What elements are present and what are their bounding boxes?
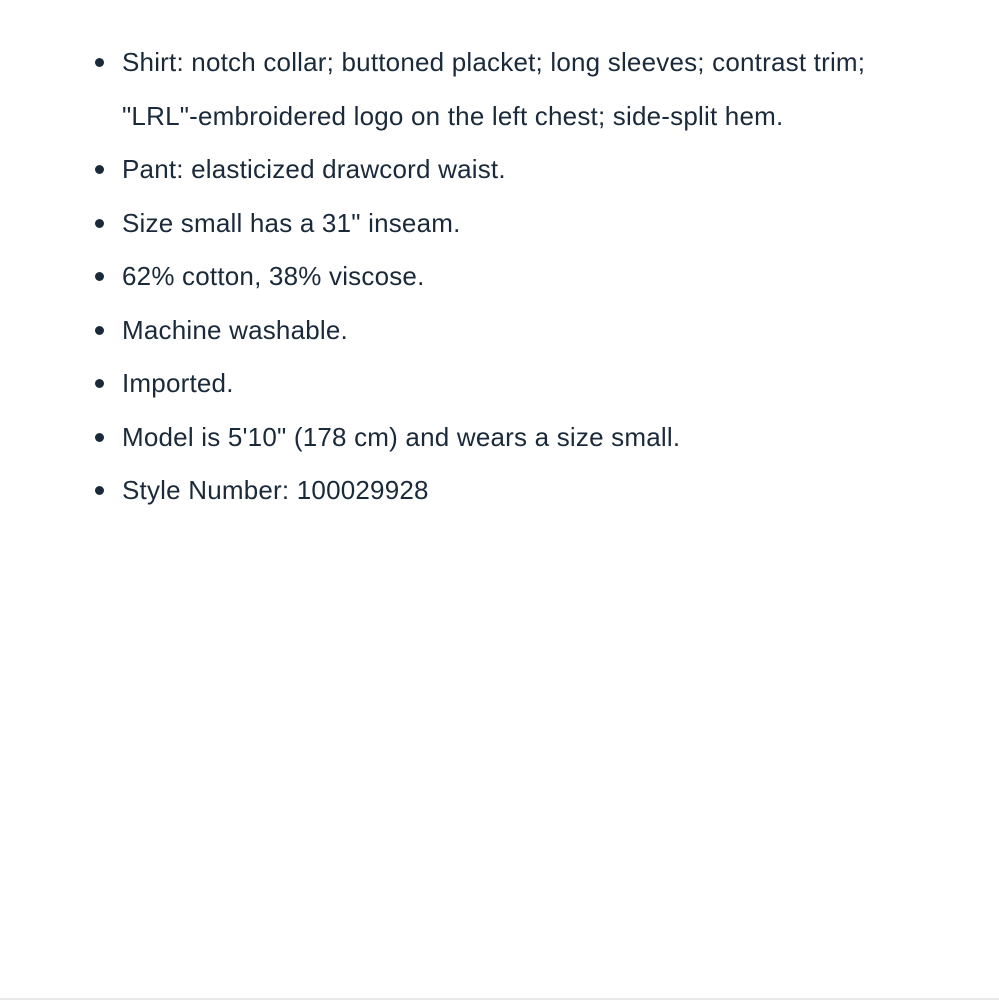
detail-item-inseam xyxy=(122,197,912,251)
bullet-dot-icon xyxy=(95,433,104,442)
bullet-dot-icon xyxy=(95,58,104,67)
detail-text: Shirt: notch collar; buttoned placket; long sleeves; contrast trim; "LRL"-embroidered logo on the left chest; side-split hem. xyxy=(122,47,866,131)
detail-item-pant xyxy=(122,143,912,197)
detail-text: Model is 5'10" (178 cm) and wears a size small. xyxy=(122,421,681,452)
detail-text: Style Number: 100029928 xyxy=(122,475,429,505)
bullet-dot-icon xyxy=(95,219,104,228)
detail-item-model xyxy=(122,411,912,465)
detail-item-origin xyxy=(122,357,912,411)
product-details-section xyxy=(0,36,999,518)
bullet-dot-icon xyxy=(95,326,104,335)
detail-item-care xyxy=(122,304,912,358)
detail-text: Machine washable. xyxy=(122,314,348,345)
bullet-dot-icon xyxy=(95,486,104,495)
detail-item-material xyxy=(122,250,912,304)
product-details-list xyxy=(0,36,912,518)
detail-item-shirt xyxy=(122,36,912,143)
bullet-dot-icon xyxy=(95,165,104,174)
detail-text: Pant: elasticized drawcord waist. xyxy=(122,154,506,184)
detail-item-style-number xyxy=(122,464,912,518)
detail-text: Imported. xyxy=(122,368,234,398)
detail-text: 62% cotton, 38% viscose. xyxy=(122,261,425,291)
detail-text: Size small has a 31" inseam. xyxy=(122,207,461,238)
bullet-dot-icon xyxy=(95,272,104,281)
bullet-dot-icon xyxy=(95,379,104,388)
